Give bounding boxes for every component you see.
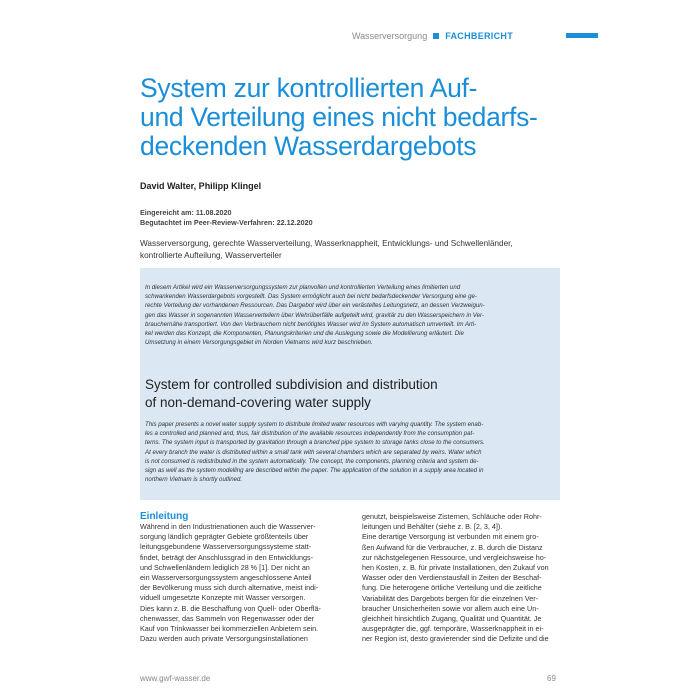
english-title-line: System for controlled subdivision and distribution (145, 377, 438, 392)
body-column-right (362, 512, 562, 645)
abstract-line: northern Vietnam is shortly outlined. (145, 476, 243, 484)
body-line: ausgeprägter die, ggf. temporäre, Wasserknappheit in ei- (362, 624, 544, 634)
keywords (140, 238, 560, 261)
title-line: deckenden Wasserdargebots (140, 131, 477, 161)
abstract-german (145, 283, 555, 347)
body-line: Variabilität des Dargebots bergen für die einzelnen Ver- (362, 593, 539, 603)
section-heading: Einleitung (140, 511, 189, 522)
header-category: FACHBERICHT (445, 31, 514, 41)
body-line: viduell umgesetzte Konzepte mit Wasser versorgen. (140, 593, 306, 603)
body-line: Kauf von Trinkwasser bei kommerziellen Anbietern sein. (140, 624, 319, 634)
body-line: gleichheit hinsichtlich Zugang, Qualität und Quantität. Je (362, 614, 542, 624)
header-accent-bar (566, 33, 598, 38)
body-line: leitungen und Behälter (siehe z. B. [2, 3, 4]). (362, 522, 503, 532)
article-title (140, 74, 560, 161)
abstract-line: schwankenden Wasserdargebots vorgestellt. Das System ermöglicht auch bei nicht bedarfsdeckender Versorgung eine ge- (145, 293, 477, 301)
body-line: Dazu werden auch private Versorgungsinstallationen (140, 634, 308, 644)
abstract-line: gen das Wasser in sogenannten Wasserverteilern über Wehrüberfälle aufgeteilt wird, gravitär zu den Wasserspeichern in Ver- (145, 311, 484, 319)
review-dates (140, 208, 313, 227)
abstract-line: In diesem Artikel wird ein Wasserversorgungssystem zur planvollen und kontrollierten Verteilung eines limitierten und (145, 284, 461, 291)
abstract-line: At every branch the water is distributed within a small tank with several chambers which are separated by weirs. Water which (145, 448, 482, 456)
header-section: Wasserversorgung (352, 31, 428, 41)
body-line: fung. Die heterogene örtliche Verteilung und die zeitliche (362, 583, 542, 593)
abstract-line: is not consumed is redistributed in the system automatically. The concept, the components, planning criteria and system de- (145, 457, 479, 465)
footer-url[interactable]: www.gwf-wasser.de (140, 674, 211, 683)
body-line: Dies kann z. B. die Beschaffung von Quell- oder Oberflä- (140, 603, 321, 613)
body-line: ßen Aufwand für die Verbraucher, z. B. durch die Distanz (362, 542, 543, 552)
authors: David Walter, Philipp Klingel (140, 181, 262, 191)
body-line: und Schwellenländern lediglich 28 % [1]. Der nicht an (140, 562, 310, 572)
body-column-left (140, 522, 340, 644)
running-header (352, 31, 513, 41)
body-line: leitungsgebundene Wasserversorgungssysteme statt- (140, 542, 312, 552)
body-line: genutzt, beispielsweise Zisternen, Schläuche oder Rohr- (362, 512, 542, 521)
body-line: hen Kosten, z. B. für private Installationen, den Zukauf von (362, 563, 549, 573)
body-line: zur nächstgelegenen Ressource, und vergleichsweise ho- (362, 552, 547, 562)
abstract-line: Umsetzung in einem Versorgungsgebiet im Norden Vietnams wird kurz beschrieben. (145, 339, 373, 347)
abstract-line: kel werden das Konzept, die Komponenten, Planungskriterien und die Auslegung sowie die Modellierung erläutert. Die (145, 330, 464, 338)
abstract-english (145, 420, 555, 484)
body-line: Wasser oder den Verdienstausfall in Zeiten der Beschaf- (362, 573, 542, 583)
body-line: der Bevölkerung muss sich durch alternative, meist indi- (140, 583, 319, 593)
keywords-line: kontrollierte Aufteilung, Wasserverteiler (140, 250, 282, 260)
body-line: Eine derartige Versorgung ist verbunden mit einem gro- (362, 532, 539, 542)
body-line: chenwasser, das Sammeln von Regenwasser oder der (140, 613, 315, 623)
body-line: Während in den Industrienationen auch die Wasserver- (140, 522, 316, 531)
page-number: 69 (547, 674, 556, 683)
title-line: und Verteilung eines nicht bedarfs- (140, 102, 538, 132)
submitted-date: Eingereicht am: 11.08.2020 (140, 208, 232, 217)
body-line: braucher Unsicherheiten sowie vor allem auch eine Un- (362, 603, 539, 613)
body-line: ner Region ist, desto gravierender sind die Defizite und die (362, 634, 549, 644)
abstract-line: rechte Verteilung der vorhandenen Ressourcen. Das Dargebot wird über ein verästeltes Leitungsnetz, an dessen Verzweigun- (145, 302, 485, 310)
square-icon (433, 33, 439, 39)
body-line: findet, beträgt der Anschlussgrad in den Entwicklungs- (140, 552, 313, 562)
reviewed-date: Begutachtet im Peer-Review-Verfahren: 22.12.2020 (140, 217, 313, 227)
abstract-line: brauchernähe transportiert. Von den Verbrauchern nicht benötigtes Wasser wird im System automatisch umverteilt. Im Arti- (145, 320, 477, 328)
abstract-line: sign as well as the system modelling are described within the paper. The application of the solution in a supply area located in (145, 467, 484, 475)
english-title-line: of non-demand-covering water supply (145, 395, 371, 410)
title-line: System zur kontrollierten Auf- (140, 73, 478, 103)
abstract-line: terns. The system input is transported by gravitation through a branched pipe system to storage tanks close to the consumers. (145, 439, 485, 447)
body-line: ein Wasserversorgungssystem angeschlossene Anteil (140, 573, 312, 583)
keywords-line: Wasserversorgung, gerechte Wasserverteilung, Wasserknappheit, Entwicklungs- und Schwellenländer, (140, 239, 513, 248)
body-line: sorgung ländlich geprägter Gebiete größtenteils über (140, 532, 309, 542)
english-title (145, 376, 438, 412)
abstract-line: This paper presents a novel water supply system to distribute limited water resources with varying quantity. The system enab- (145, 421, 484, 428)
abstract-line: les a controlled and planned and, thus, fair distribution of the available resources independently from the consumption pat- (145, 430, 475, 438)
